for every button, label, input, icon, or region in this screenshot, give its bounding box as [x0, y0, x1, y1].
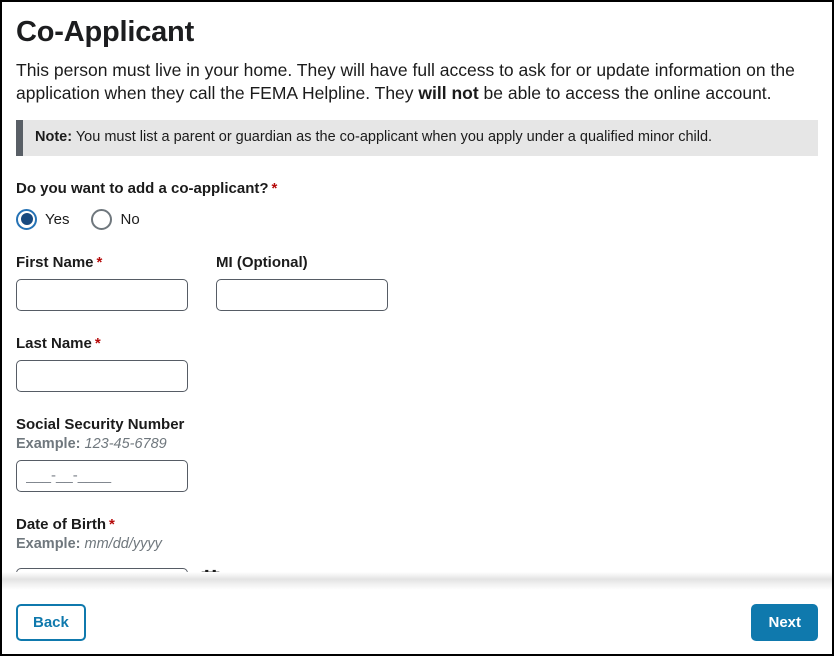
required-asterisk: *	[96, 253, 103, 271]
radio-option-no[interactable]	[91, 209, 139, 230]
ssn-label: Social Security Number	[16, 415, 185, 433]
name-fields-row	[16, 254, 818, 311]
co-applicant-question-label	[16, 180, 818, 197]
last-name-label-text: Last Name	[16, 334, 92, 352]
intro-text-bold: will not	[418, 83, 479, 104]
co-applicant-radio-group	[16, 209, 818, 230]
intro-text-before: This person must live in your home. They will have full access to ask for or update information on the application when they call the FEMA Helpline. They	[16, 60, 795, 104]
ssn-example	[16, 436, 818, 452]
note-label: Note:	[35, 128, 73, 145]
next-button[interactable]: Next	[751, 604, 818, 641]
ssn-input[interactable]	[16, 460, 188, 492]
radio-no-label: No	[120, 210, 140, 228]
form-content	[2, 2, 832, 600]
first-name-label	[16, 254, 188, 271]
form-footer	[2, 590, 832, 654]
back-button[interactable]: Back	[16, 604, 86, 641]
dob-field-group	[16, 516, 818, 600]
radio-yes-icon[interactable]	[16, 209, 37, 230]
required-asterisk: *	[109, 515, 115, 533]
ssn-field-group	[16, 416, 818, 492]
mi-field-group	[216, 254, 388, 311]
first-name-label-text: First Name	[16, 253, 94, 271]
calendar-picker-button[interactable]	[199, 568, 222, 591]
ssn-example-label: Example:	[16, 435, 81, 452]
page-title: Co-Applicant	[16, 16, 195, 48]
mi-input[interactable]	[216, 279, 388, 311]
required-asterisk: *	[271, 179, 278, 197]
mi-label: MI (Optional)	[216, 253, 308, 271]
dob-label-text: Date of Birth	[16, 515, 106, 533]
note-banner	[16, 120, 818, 156]
dob-example-value: mm/dd/yyyy	[84, 535, 162, 552]
radio-yes-label: Yes	[45, 210, 70, 228]
ssn-example-value: 123-45-6789	[84, 435, 167, 452]
required-asterisk: *	[94, 334, 101, 352]
last-name-input[interactable]	[16, 360, 188, 392]
last-name-field-group	[16, 335, 818, 392]
radio-no-icon[interactable]	[91, 209, 112, 230]
dob-label	[16, 516, 818, 533]
dob-example	[16, 536, 818, 552]
last-name-label	[16, 335, 818, 352]
question-label-text: Do you want to add a co-applicant?	[16, 179, 269, 197]
radio-yes-dot	[21, 213, 33, 225]
first-name-input[interactable]	[16, 279, 188, 311]
intro-text	[16, 59, 816, 106]
intro-text-after: be able to access the online account.	[478, 83, 772, 104]
note-text: You must list a parent or guardian as the co-applicant when you apply under a qualified minor child.	[72, 128, 713, 145]
dob-example-label: Example:	[16, 535, 81, 552]
calendar-icon	[199, 568, 222, 591]
first-name-field-group	[16, 254, 188, 311]
radio-option-yes[interactable]	[16, 209, 69, 230]
